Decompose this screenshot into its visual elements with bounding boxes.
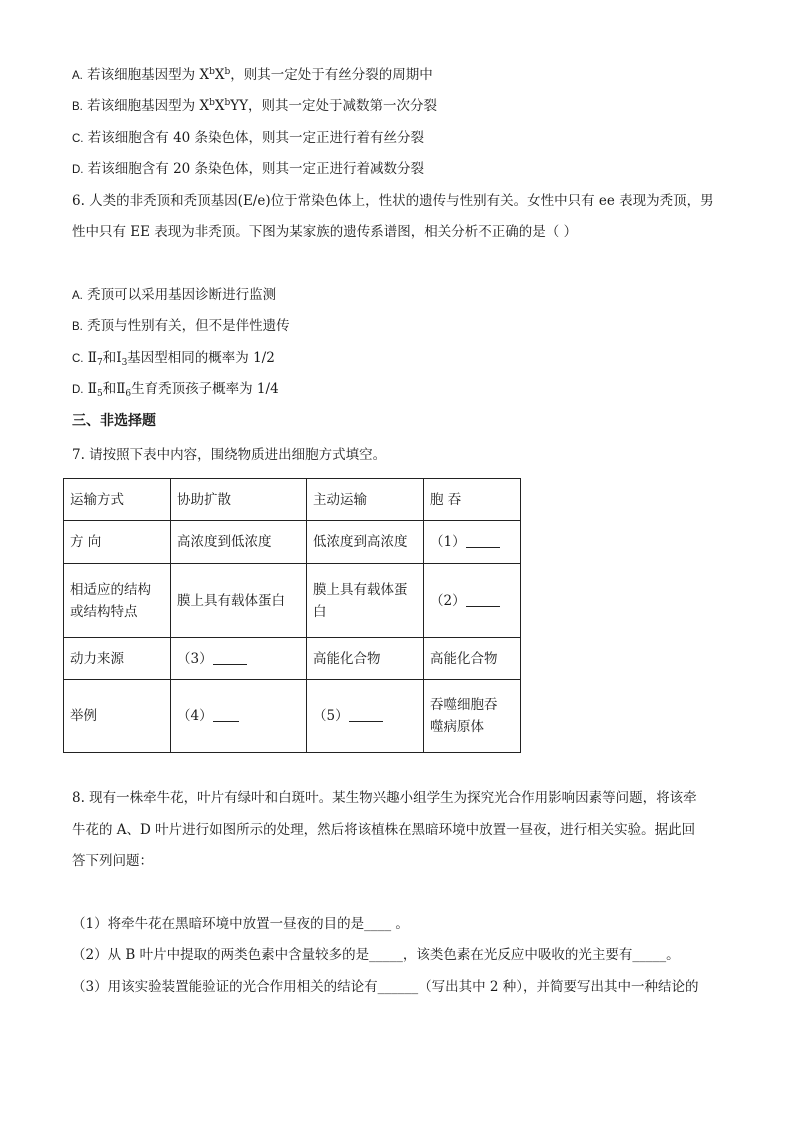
subscript: 5 — [96, 389, 103, 399]
table-header-cell: 协助扩散 — [171, 479, 307, 521]
table-header-cell: 运输方式 — [64, 479, 171, 521]
option-letter: A. — [72, 290, 83, 302]
cell-line: 吞噬细胞吞 — [430, 697, 498, 713]
table-cell — [171, 638, 307, 680]
table-cell: 高浓度到低浓度 — [171, 521, 307, 564]
option-text: 秃顶可以采用基因诊断进行监测 — [87, 287, 277, 303]
table-row — [64, 680, 521, 753]
table-cell — [424, 680, 521, 753]
q5-option-c — [72, 128, 424, 149]
q8-sub3: （3）用该实验装置能验证的光合作用相关的结论有______（写出其中 2 种），并简要写出其中一种结论的 — [72, 979, 699, 995]
table-cell: 高能化合物 — [307, 638, 424, 680]
roman-numeral: Ⅱ — [87, 381, 97, 397]
table-cell — [424, 564, 521, 638]
q8-stem-line2: 牛花的 A、D 叶片进行如图所示的处理，然后将该植株在黑暗环境中放置一昼夜，进行相关实验。据此回 — [72, 822, 696, 838]
blank-label: （2） — [430, 592, 466, 609]
superscript: b — [209, 67, 215, 77]
blank-label: （3） — [177, 650, 213, 667]
option-text: 若该细胞基因型为 X — [87, 98, 210, 114]
table-cell: 举例 — [64, 680, 171, 753]
table-cell — [307, 680, 424, 753]
option-letter: A. — [72, 70, 83, 82]
q8-sub2: （2）从 B 叶片中提取的两类色素中含量较多的是_____，该类色素在光反应中吸收的光主要有_____。 — [72, 947, 680, 963]
cell-line: 或结构特点 — [70, 603, 138, 620]
q5-option-d — [72, 159, 424, 180]
q8-sub1: （1）将牵牛花在黑暗环境中放置一昼夜的目的是____ 。 — [72, 916, 409, 932]
option-text: 若该细胞含有 40 条染色体，则其一定正进行着有丝分裂 — [87, 130, 425, 146]
subscript: 3 — [121, 358, 128, 368]
option-letter: B. — [72, 101, 83, 113]
q5-option-b — [72, 96, 437, 117]
answer-blank — [213, 707, 239, 722]
option-text: ，则其一定处于有丝分裂的周期中 — [230, 67, 433, 83]
option-text: 秃顶与性别有关，但不是伴性遗传 — [87, 318, 290, 334]
option-letter: C. — [72, 353, 84, 365]
q8-stem-line3: 答下列问题： — [72, 853, 153, 869]
roman-numeral: Ⅱ — [87, 350, 97, 366]
option-text: 若该细胞含有 20 条染色体，则其一定正进行着减数分裂 — [87, 161, 425, 177]
table-cell: 方 向 — [64, 521, 171, 564]
option-text: X — [214, 67, 225, 83]
option-text: 若该细胞基因型为 X — [87, 67, 210, 83]
option-letter: B. — [72, 321, 83, 333]
table-cell: 膜上具有载体蛋白 — [171, 564, 307, 638]
section-heading: 三、非选择题 — [72, 413, 156, 429]
q8-stem-line1: 8. 现有一株牵牛花，叶片有绿叶和白斑叶。某生物兴趣小组学生为探究光合作用影响因素等问题，将该牵 — [72, 790, 697, 806]
option-text: 和Ⅰ — [102, 350, 122, 366]
table-cell — [171, 680, 307, 753]
q6-stem-line1: 6. 人类的非秃顶和秃顶基因(E/e)位于常染色体上，性状的遗传与性别有关。女性中只有 ee 表现为秃顶，男 — [72, 193, 714, 209]
option-text: X — [214, 98, 225, 114]
cell-line: 膜上具有载体蛋 — [313, 581, 408, 598]
table-row — [64, 521, 521, 564]
subscript: 7 — [96, 358, 103, 368]
answer-blank — [466, 533, 500, 548]
cell-line: 白 — [313, 603, 327, 620]
blank-label: （1） — [430, 534, 466, 550]
q6-option-a — [72, 285, 276, 306]
table-row — [64, 479, 521, 521]
superscript: b — [224, 98, 231, 108]
table-cell: 高能化合物 — [424, 638, 521, 680]
transport-table — [63, 478, 521, 753]
q6-stem-line2: 性中只有 EE 表现为非秃顶。下图为某家族的遗传系谱图，相关分析不正确的是（ ） — [72, 224, 578, 240]
table-row — [64, 564, 521, 638]
option-text: 基因型相同的概率为 1/2 — [127, 350, 275, 366]
table-row — [64, 638, 521, 680]
option-letter: D. — [72, 384, 84, 396]
option-text: 和Ⅱ — [102, 381, 126, 397]
table-cell: 低浓度到高浓度 — [307, 521, 424, 564]
cell-line: 相适应的结构 — [70, 581, 151, 598]
q6-option-c — [72, 348, 275, 369]
answer-blank — [213, 650, 247, 665]
answer-blank — [466, 592, 500, 607]
cell-line: 噬病原体 — [430, 719, 484, 735]
q6-option-d — [72, 379, 279, 400]
answer-blank — [349, 707, 383, 722]
table-cell: 动力来源 — [64, 638, 171, 680]
option-letter: C. — [72, 133, 84, 145]
table-header-cell: 胞 吞 — [424, 479, 521, 521]
option-text: 生育秃顶孩子概率为 1/4 — [131, 381, 279, 397]
q7-stem: 7. 请按照下表中内容，围绕物质进出细胞方式填空。 — [72, 447, 387, 463]
option-text: YY，则其一定处于减数第一次分裂 — [230, 98, 438, 114]
table-cell — [64, 564, 171, 638]
q5-option-a — [72, 65, 433, 86]
superscript: b — [224, 67, 231, 77]
superscript: b — [209, 98, 215, 108]
option-letter: D. — [72, 164, 84, 176]
table-cell — [307, 564, 424, 638]
q6-option-b — [72, 316, 290, 337]
blank-label: （4） — [177, 708, 213, 724]
table-cell — [424, 521, 521, 564]
table-header-cell: 主动运输 — [307, 479, 424, 521]
blank-label: （5） — [313, 708, 349, 724]
subscript: 6 — [125, 389, 132, 399]
